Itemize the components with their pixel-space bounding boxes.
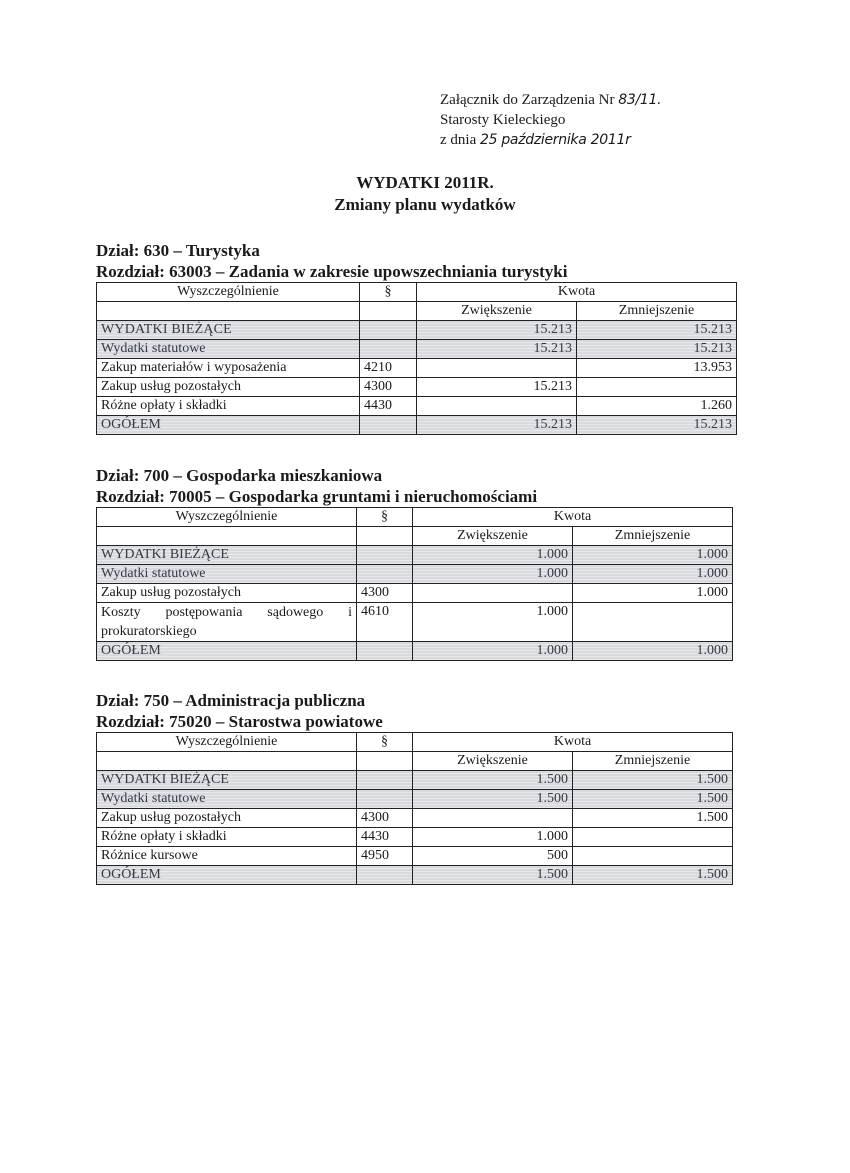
row-name: Zakup usług pozostałych [97,378,360,397]
row-decrease: 1.500 [573,809,733,828]
header-kwota: Kwota [417,283,737,302]
row-increase [413,584,573,603]
header-decrease: Zmniejszenie [573,527,733,546]
table-header-row [97,733,733,752]
title-main: WYDATKI 2011R. [356,173,494,192]
row-decrease: 1.000 [573,546,733,565]
row-increase: 1.000 [413,603,573,642]
attachment-prefix: Załącznik do Zarządzenia Nr [440,92,615,108]
header-empty [97,752,357,771]
row-name: WYDATKI BIEŻĄCE [97,546,357,565]
row-increase: 1.500 [413,771,573,790]
row-paragraph: 4300 [357,584,413,603]
row-increase: 15.213 [417,416,577,435]
header-paragraph: § [357,733,413,752]
row-decrease: 1.500 [573,866,733,885]
row-decrease: 13.953 [577,359,737,378]
row-paragraph [357,866,413,885]
table-row [97,340,737,359]
row-paragraph: 4430 [357,828,413,847]
row-name: OGÓŁEM [97,866,357,885]
row-decrease: 1.000 [573,565,733,584]
table-row [97,397,737,416]
expense-table [96,732,733,885]
table-row [97,828,733,847]
row-increase [417,397,577,416]
header-paragraph: § [360,283,417,302]
header-wyszczegolnienie: Wyszczególnienie [97,733,357,752]
table-total-row [97,866,733,885]
table-subheader-row [97,752,733,771]
table-row [97,546,733,565]
date-prefix: z dnia [440,132,477,148]
expense-table [96,282,737,435]
table-header-row [97,508,733,527]
section-700 [96,465,733,661]
row-name: Koszty postępowania sądowego i prokuratorskiego [97,603,357,642]
header-increase: Zwiększenie [413,527,573,546]
table-row [97,771,733,790]
row-name: Różnice kursowe [97,847,357,866]
section-630 [96,240,737,435]
table-total-row [97,642,733,661]
row-paragraph [360,416,417,435]
rozdzial-heading: Rozdział: 63003 – Zadania w zakresie upowszechniania turystyki [96,262,568,281]
row-paragraph [360,321,417,340]
header-kwota: Kwota [413,733,733,752]
document-title [0,172,850,216]
header-empty [357,752,413,771]
row-name: WYDATKI BIEŻĄCE [97,771,357,790]
table-row [97,847,733,866]
table-row [97,790,733,809]
table-header-row [97,283,737,302]
row-increase [417,359,577,378]
header-wyszczegolnienie: Wyszczególnienie [97,283,360,302]
title-sub: Zmiany planu wydatków [334,195,516,214]
row-increase [413,809,573,828]
row-increase: 1.500 [413,790,573,809]
row-paragraph: 4610 [357,603,413,642]
table-row [97,584,733,603]
row-increase: 1.000 [413,828,573,847]
header-decrease: Zmniejszenie [573,752,733,771]
header-kwota: Kwota [413,508,733,527]
row-decrease: 1.000 [573,584,733,603]
row-decrease: 15.213 [577,321,737,340]
header-decrease: Zmniejszenie [577,302,737,321]
row-name: Różne opłaty i składki [97,397,360,416]
row-name: Różne opłaty i składki [97,828,357,847]
row-paragraph [357,771,413,790]
table-subheader-row [97,527,733,546]
row-decrease: 1.500 [573,790,733,809]
row-decrease [573,828,733,847]
table-row [97,809,733,828]
row-name: Wydatki statutowe [97,340,360,359]
dzial-heading: Dział: 630 – Turystyka [96,241,260,260]
attachment-note [440,90,661,150]
row-name: Wydatki statutowe [97,565,357,584]
table-row [97,359,737,378]
row-name: Zakup usług pozostałych [97,809,357,828]
header-empty [97,302,360,321]
row-name: Wydatki statutowe [97,790,357,809]
row-decrease [577,378,737,397]
section-750 [96,690,733,885]
row-paragraph: 4300 [357,809,413,828]
attachment-line-3 [440,130,661,150]
handwritten-number: 83/11. [618,92,662,108]
dzial-heading: Dział: 700 – Gospodarka mieszkaniowa [96,466,383,485]
row-increase: 15.213 [417,340,577,359]
row-decrease: 1.260 [577,397,737,416]
row-paragraph [357,642,413,661]
table-total-row [97,416,737,435]
row-decrease: 15.213 [577,416,737,435]
row-increase: 1.000 [413,546,573,565]
rozdzial-heading: Rozdział: 75020 – Starostwa powiatowe [96,712,383,731]
attachment-line-1 [440,90,661,110]
table-row [97,603,733,642]
expense-table [96,507,733,661]
row-decrease: 1.000 [573,642,733,661]
header-wyszczegolnienie: Wyszczególnienie [97,508,357,527]
row-paragraph [357,790,413,809]
header-empty [97,527,357,546]
row-paragraph: 4210 [360,359,417,378]
table-row [97,321,737,340]
row-decrease [573,847,733,866]
dzial-heading: Dział: 750 – Administracja publiczna [96,691,366,710]
table-row [97,378,737,397]
row-paragraph: 4300 [360,378,417,397]
row-name: OGÓŁEM [97,642,357,661]
row-name: Zakup materiałów i wyposażenia [97,359,360,378]
header-increase: Zwiększenie [417,302,577,321]
row-decrease: 1.500 [573,771,733,790]
row-name: WYDATKI BIEŻĄCE [97,321,360,340]
row-increase: 1.000 [413,565,573,584]
header-increase: Zwiększenie [413,752,573,771]
row-name: Zakup usług pozostałych [97,584,357,603]
table-row [97,565,733,584]
row-increase: 1.500 [413,866,573,885]
header-empty [360,302,417,321]
row-paragraph [357,565,413,584]
header-empty [357,527,413,546]
header-paragraph: § [357,508,413,527]
row-paragraph: 4430 [360,397,417,416]
row-decrease: 15.213 [577,340,737,359]
row-paragraph [360,340,417,359]
handwritten-date: 25 października 2011r [479,132,631,148]
attachment-line-2: Starosty Kieleckiego [440,112,566,128]
row-decrease [573,603,733,642]
row-increase: 15.213 [417,378,577,397]
row-paragraph: 4950 [357,847,413,866]
row-name: OGÓŁEM [97,416,360,435]
rozdzial-heading: Rozdział: 70005 – Gospodarka gruntami i nieruchomościami [96,487,538,506]
row-paragraph [357,546,413,565]
row-increase: 500 [413,847,573,866]
table-subheader-row [97,302,737,321]
row-increase: 1.000 [413,642,573,661]
row-increase: 15.213 [417,321,577,340]
